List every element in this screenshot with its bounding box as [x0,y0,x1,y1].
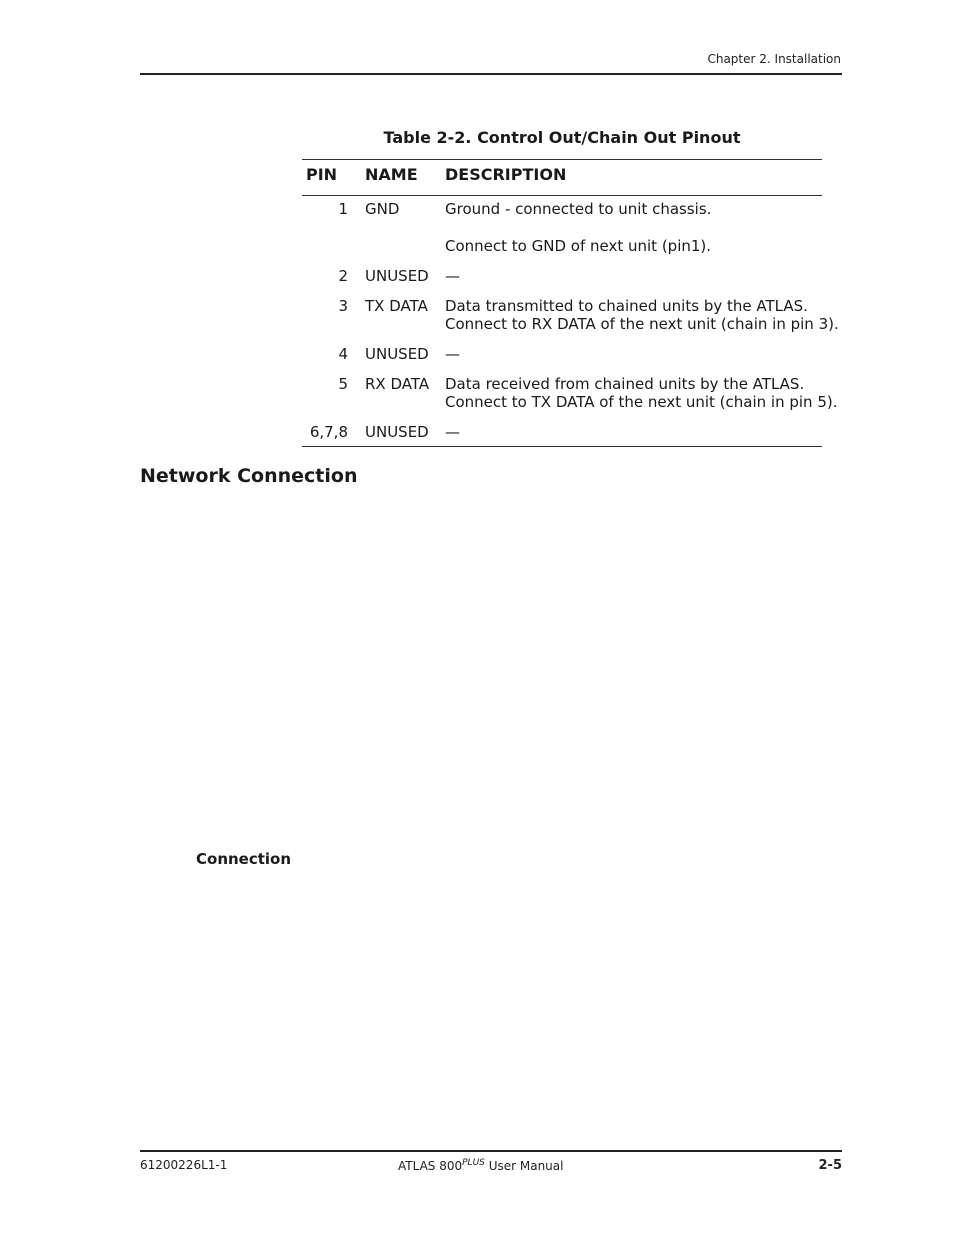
manual-title [398,1158,563,1173]
footer-rule [140,1150,842,1152]
column-header-description: DESCRIPTION [445,165,567,184]
table-row-description: — [445,345,460,363]
table-row-pin: 3 [338,297,348,315]
manual-title-superscript: PLUS [462,1158,485,1168]
table-row-pin: 1 [338,200,348,218]
column-header-pin: PIN [306,165,338,184]
page-number: 2-5 [818,1158,842,1173]
table-row-description: Ground - connected to unit chassis. [445,200,712,218]
table-row-pin: 4 [338,345,348,363]
table-row-description: Data transmitted to chained units by the ATLAS. [445,297,808,315]
table-title: Table 2-2. Control Out/Chain Out Pinout [383,128,741,147]
table-row-name: UNUSED [365,423,429,441]
table-top-rule [302,159,822,160]
table-row-pin: 2 [338,267,348,285]
column-header-name: NAME [365,165,418,184]
table-header-rule [302,195,822,196]
manual-title-prefix: ATLAS 800 [398,1159,463,1173]
table-row-description: Data received from chained units by the ATLAS. [445,375,805,393]
table-row-description-note: Connect to GND of next unit (pin1). [445,237,712,255]
table-row-name: UNUSED [365,267,429,285]
table-row-name: UNUSED [365,345,429,363]
subsection-heading-connection: Connection [196,850,292,868]
table-row-name: RX DATA [365,375,430,393]
running-header: Chapter 2. Installation [707,52,841,66]
table-row-description: — [445,423,460,441]
manual-title-suffix: User Manual [484,1159,564,1173]
header-rule [140,73,842,75]
table-row-pin: 6,7,8 [309,423,348,441]
table-row-description-note: Connect to RX DATA of the next unit (chain in pin 3). [445,315,839,333]
document-number: 61200226L1-1 [140,1158,228,1172]
section-heading-network-connection: Network Connection [140,465,358,487]
table-row-description: — [445,267,460,285]
table-row-pin: 5 [338,375,348,393]
table-row-name: TX DATA [365,297,428,315]
table-row-name: GND [365,200,400,218]
table-row-description-note: Connect to TX DATA of the next unit (chain in pin 5). [445,393,838,411]
table-bottom-rule [302,446,822,447]
